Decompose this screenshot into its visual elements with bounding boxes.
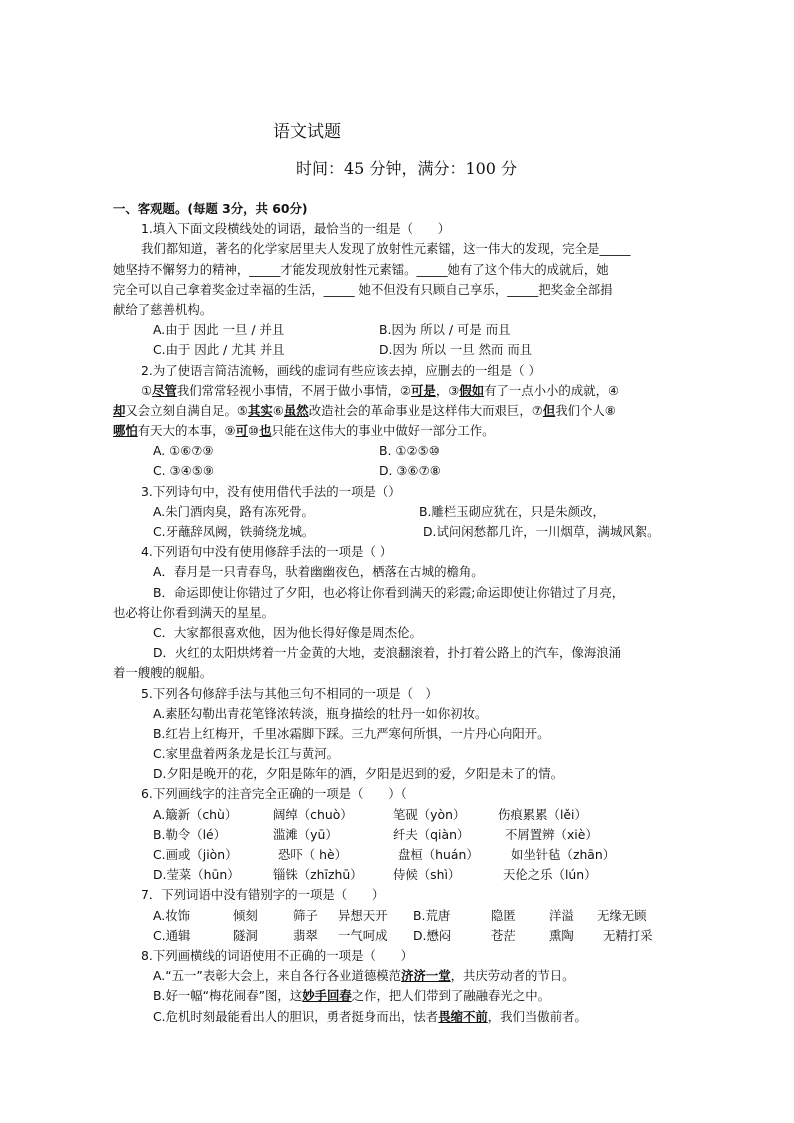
question-5-stem: 5.下列各句修辞手法与其他三句不相同的一项是（ ） [141,685,438,701]
text: 我们个人⑧ [555,402,616,418]
text: 有了一点小小的成就，④ [484,382,620,398]
question-4-stem: 4.下列语句中没有使用修辞手法的一项是（ ） [141,544,393,560]
option-a-b [113,906,685,926]
word: 天伦之乐（lún） [503,867,597,883]
word: 隐匿 [491,907,516,923]
option-c [113,845,685,865]
option-d-continued: 着一艘艘的舰船。 [113,665,213,681]
option-c: C．大家都很喜欢他，因为他长得好像是周杰伦。 [153,624,422,640]
option-d: D.因为 所以 一旦 然而 而且 [379,342,533,358]
option-a: A．春月是一只青春鸟，驮着幽幽夜色，栖落在古城的檐角。 [153,564,484,580]
option-b: B.红岩上红梅开，千里冰霜脚下踩。三九严寒何所惧，一片丹心向阳开。 [153,725,550,741]
underlined-word: 可是 [411,382,436,398]
option-c: C.牙蘸辞凤阙，铁骑绕龙城。 [153,524,315,539]
word: 翡翠 [293,927,318,943]
exam-time-score: 时间：45 分钟，满分：100 分 [296,159,518,178]
question-8-stem: 8.下列画横线的词语使用不正确的一项是（ ） [141,947,414,963]
option-c: C. ③④⑤⑨ [153,463,214,479]
word: C.通辑 [153,927,191,943]
text: ，③ [435,382,460,398]
text: ，我们当傲前者。 [487,1008,587,1024]
underlined-word: 却 [113,402,126,418]
word: D.莹菜（hūn） [153,867,240,883]
word: D.懋闷 [413,927,452,943]
underlined-word: 可 [235,423,249,439]
word: 倾刻 [233,907,258,923]
question-1-passage: 我们都知道，著名的化学家居里夫人发现了放射性元素镭，这一伟大的发现，完全是_____ [141,241,631,257]
option-b-continued: 也必将让你看到满天的星星。 [113,604,275,620]
option-b [113,825,685,845]
word: 洋溢 [549,907,574,923]
word: 不屑置辨（xiè） [505,826,598,842]
word: B.勒令（lé） [153,826,227,842]
option-d: D．火红的太阳烘烤着一片金黄的大地，麦浪翻滚着，扑打着公路上的汽车，像海浪涌 [153,645,621,661]
text: B.好一幅“梅花闹春”图，这 [153,988,303,1004]
word: 一气呵成 [338,927,388,943]
option-c: C.由于 因此 / 尤其 并且 [153,342,285,358]
text: ① [141,382,153,398]
question-7-stem: 7．下列词语中没有错别字的一项是（ ） [141,887,385,903]
option-a [113,966,685,986]
section-heading: 一、客观题。(每题 3分，共 60分) [113,201,308,216]
option-c: C.家里盘着两条龙是长江与黄河。 [153,746,340,762]
question-3-options [113,522,685,542]
option-a: A.由于 因此 一旦 / 并且 [153,322,285,338]
option-b: B.因为 所以 / 可是 而且 [379,322,511,338]
text: C.危机时刻最能看出人的胆识，勇者挺身而出，怯者 [153,1008,439,1024]
underlined-word: 畏缩不前 [438,1008,488,1024]
text: ⑥ [272,402,284,418]
word: 侍候（shì） [393,867,461,883]
word: 苍茫 [491,927,516,943]
option-c [113,1007,685,1027]
word: 无缘无顾 [597,907,647,923]
question-3-stem: 3.下列诗句中，没有使用借代手法的一项是（） [141,483,401,499]
underlined-word: 妙手回春 [302,988,352,1004]
option-d: D.夕阳是晚开的花，夕阳是陈年的酒，夕阳是迟到的爱，夕阳是未了的情。 [153,766,563,782]
option-a: A.朱门酒肉臭，路有冻死骨。 [153,503,314,519]
underlined-word: 假如 [459,382,485,398]
word: 纤夫（qiàn） [393,826,470,842]
question-2-passage [113,381,685,401]
option-d: D.试问闲愁都几许，一川烟草，满城风絮。 [423,524,660,539]
word: B.荒唐 [413,907,451,923]
page-title: 语文试题 [273,122,341,142]
word: 恐吓（ hè） [278,847,347,862]
question-2-options [113,461,685,481]
question-1-passage: 完全可以自己拿着奖金过幸福的生活，_____ 她不但没有只顾自己享乐，_____把奖金全部捐 [113,281,613,297]
word: 筛子 [293,907,318,923]
option-b: B.雕栏玉砌应犹在，只是朱颜改， [419,503,605,519]
text: 我们常常轻视小事情，不屑于做小事情，② [176,382,412,398]
question-1-passage: 献给了慈善机构。 [113,301,213,317]
word: C.画或（jiòn） [153,847,238,862]
word: A.妆饰 [153,907,190,923]
question-2-passage [113,421,685,441]
question-2-stem: 2.为了使语言简洁流畅，画线的虚词有些应该去掉，应删去的一组是（ ） [141,362,541,378]
question-2-options [113,441,685,461]
text: 又会立刻自满自足。⑤ [125,402,249,418]
question-1-options [113,340,685,360]
word: 笔砚（yòn） [393,806,466,822]
option-d [113,865,685,885]
exam-content [113,199,685,1027]
option-c-d [113,926,685,946]
text: 有天大的本事，⑨ [137,423,236,439]
underlined-word: 虽然 [283,402,309,418]
word: 隧洞 [233,927,258,943]
word: 阔绰（chuò） [273,806,353,822]
word: 如坐针毡（zhān） [511,847,616,862]
underlined-word: 哪怕 [113,423,138,439]
question-2-passage [113,401,685,421]
word: 熏陶 [549,927,574,943]
word: A.簸新（chù） [153,806,238,822]
option-b [113,986,685,1006]
option-b: B. ①②⑤⑩ [379,443,440,459]
option-a [113,805,685,825]
underlined-word: 济济一堂 [401,968,451,984]
word: 盘桓（huán） [398,847,479,862]
word: 异想天开 [338,907,388,923]
underlined-word: 其实 [248,402,273,418]
word: 伤痕累累（lěi） [498,806,587,822]
question-3-options [113,502,685,522]
option-a: A.素胚勾勒出青花笔锋浓转淡，瓶身描绘的牡丹一如你初妆。 [153,705,488,721]
underlined-word: 尽管 [152,382,177,398]
word: 无精打采 [603,927,653,943]
underlined-word: 但 [542,402,556,418]
question-1-stem: 1.填入下面文段横线处的词语，最恰当的一组是（ ） [141,221,451,237]
question-1-passage: 她坚持不懈努力的精神，_____才能发现放射性元素镭。_____她有了这个伟大的成就后，她 [113,261,609,277]
option-a: A. ①⑥⑦⑨ [153,443,214,459]
underlined-word: 也 [259,423,272,439]
word: 滥滩（yū） [273,826,338,842]
text: 之作，把人们带到了融融春光之中。 [351,988,550,1004]
word: 锱铢（zhīzhū） [273,867,363,883]
option-b: B．命运即使让你错过了夕阳，也必将让你看到满天的彩霞;命运即使让你错过了月亮， [153,584,625,600]
text: ，共庆劳动者的节日。 [450,968,575,984]
text: A.“五一”表彰大会上，来自各行各业道德模范 [153,968,402,984]
question-6-stem: 6.下列画线字的注音完全正确的一项是（ ）（ [141,786,407,802]
text: 改造社会的革命事业是这样伟大而艰巨，⑦ [308,402,543,418]
question-1-options [113,320,685,340]
option-d: D. ③⑥⑦⑧ [379,463,441,479]
text: 只能在这伟大的事业中做好一部分工作。 [271,423,495,439]
text: ⑩ [248,423,260,439]
